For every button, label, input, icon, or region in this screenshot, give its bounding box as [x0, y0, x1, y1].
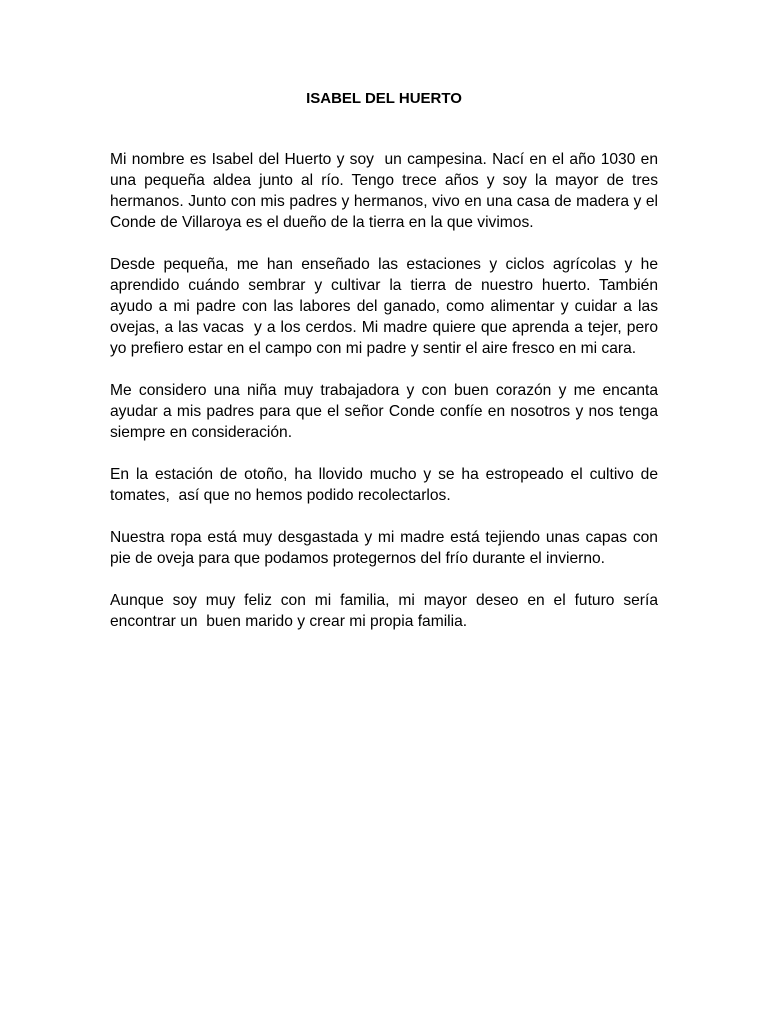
paragraph-introduction: Mi nombre es Isabel del Huerto y soy un campesina. Nací en el año 1030 en una pequeña aldea junto al río. Tengo trece años y soy la mayor de tres hermanos. Junto con mis padres y hermanos, vivo en una casa de madera y el Conde de Villaroya es el dueño de la tierra en la que vivimos. [110, 151, 663, 231]
document-title: ISABEL DEL HUERTO [306, 90, 462, 107]
paragraph-farm-work: Desde pequeña, me han enseñado las estaciones y ciclos agrícolas y he aprendido cuándo sembrar y cultivar la tierra de nuestro huerto. También ayudo a mi padre con las labores del ganado, como alimentar y cuidar a las ovejas, a las vacas y a los cerdos. Mi madre quiere que aprenda a tejer, pero yo prefiero estar en el campo con mi padre y sentir el aire fresco en mi cara. [110, 256, 671, 357]
paragraph-autumn: En la estación de otoño, ha llovido mucho y se ha estropeado el cultivo de tomates, así que no hemos podido recolectarlos. [110, 466, 663, 504]
document-body [110, 149, 671, 653]
paragraph-character: Me considero una niña muy trabajadora y con buen corazón y me encanta ayudar a mis padres para que el señor Conde confíe en nosotros y nos tenga siempre en consideración. [110, 382, 663, 441]
paragraph-future-wish: Aunque soy muy feliz con mi familia, mi mayor deseo en el futuro sería encontrar un buen marido y crear mi propia familia. [110, 592, 663, 630]
paragraph-clothing: Nuestra ropa está muy desgastada y mi madre está tejiendo unas capas con pie de oveja para que podamos protegernos del frío durante el invierno. [110, 529, 663, 567]
